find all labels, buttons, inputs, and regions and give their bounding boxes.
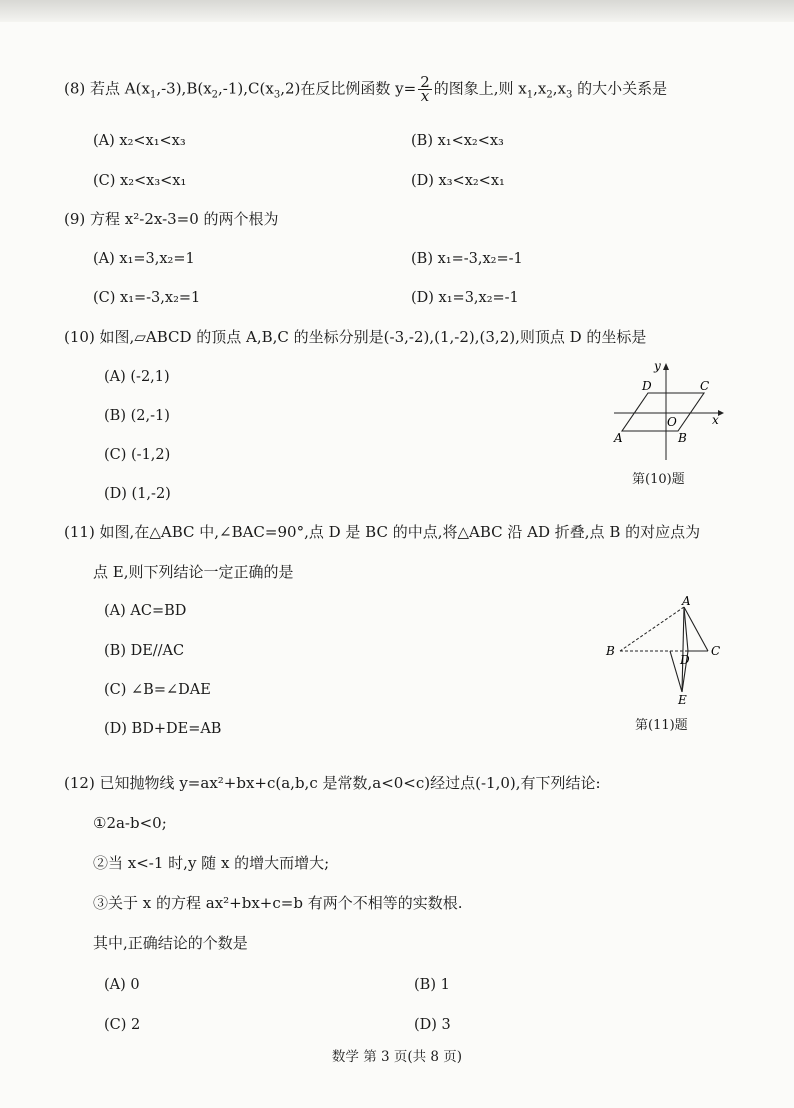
q12-conclusion-1: ①2a-b<0; (93, 814, 167, 832)
figure-11-triangle (600, 594, 730, 710)
question-12-stem: (12) 已知抛物线 y=ax²+bx+c(a,b,c 是常数,a<0<c)经过点(-1,0),有下列结论: (64, 774, 601, 792)
q8-option-a: (A) x₂<x₁<x₃ (93, 133, 186, 149)
question-9-stem: (9) 方程 x²-2x-3=0 的两个根为 (64, 210, 279, 228)
q11-option-b: (B) DE//AC (104, 643, 185, 659)
parallelogram-abcd (622, 393, 704, 431)
label-b: B (678, 431, 687, 445)
q9-option-d: (D) x₁=3,x₂=-1 (411, 290, 519, 306)
q11-option-a: (A) AC=BD (104, 603, 187, 619)
fraction-2-over-x: $\frac{2}{x}$ (420, 73, 430, 105)
q10-option-d: (D) (1,-2) (104, 486, 171, 502)
label-e: E (678, 693, 687, 707)
q9-option-c: (C) x₁=-3,x₂=1 (93, 290, 201, 306)
q10-option-c: (C) (-1,2) (104, 447, 171, 463)
label-o: O (667, 415, 677, 429)
q8-option-d: (D) x₃<x₂<x₁ (411, 173, 505, 189)
label-a: A (682, 594, 691, 608)
label-d: D (680, 653, 690, 667)
q12-ask: 其中,正确结论的个数是 (93, 934, 248, 952)
q10-option-b: (B) (2,-1) (104, 408, 170, 424)
label-x: x (712, 413, 719, 427)
figure-11-caption: 第(11)题 (635, 718, 688, 733)
page-footer: 数学 第 3 页(共 8 页) (331, 1049, 463, 1065)
y-axis-arrow (663, 363, 669, 370)
label-a: A (614, 431, 623, 445)
q12-option-d: (D) 3 (414, 1017, 451, 1033)
question-10-stem: (10) 如图,▱ABCD 的顶点 A,B,C 的坐标分别是(-3,-2),(1,-2),(3,2),则顶点 D 的坐标是 (64, 328, 647, 346)
figure-10-caption: 第(10)题 (632, 472, 685, 487)
q11-option-d: (D) BD+DE=AB (104, 721, 222, 737)
q12-option-a: (A) 0 (104, 977, 140, 993)
q8-option-c: (C) x₂<x₃<x₁ (93, 173, 187, 189)
question-11-stem-line1: (11) 如图,在△ABC 中,∠BAC=90°,点 D 是 BC 的中点,将△ABC 沿 AD 折叠,点 B 的对应点为 (64, 523, 701, 541)
label-b: B (606, 644, 615, 658)
label-d: D (642, 379, 652, 393)
x-axis-arrow (718, 410, 724, 416)
q12-option-b: (B) 1 (414, 977, 450, 993)
label-c: C (700, 379, 710, 393)
q12-conclusion-2: ②当 x<-1 时,y 随 x 的增大而增大; (93, 854, 330, 872)
question-8-stem: (8) 若点 $A(x_1,-3),B(x_2,-1),C(x_3,2)$在反比例函数 y= $\frac{2}{x}$ 的图象上,则 $x_1,x_2,x_3$ 的大小关系是 (64, 73, 668, 105)
q12-option-c: (C) 2 (104, 1017, 141, 1033)
q9-option-a: (A) x₁=3,x₂=1 (93, 251, 195, 267)
segment-ab (620, 607, 684, 651)
label-c: C (711, 644, 721, 658)
q9-option-b: (B) x₁=-3,x₂=-1 (411, 251, 523, 267)
question-11-stem-line2: 点 E,则下列结论一定正确的是 (93, 563, 294, 581)
q12-conclusion-3: ③关于 x 的方程 ax²+bx+c=b 有两个不相等的实数根. (93, 894, 463, 912)
q11-option-c: (C) ∠B=∠DAE (104, 682, 211, 698)
figure-10-parallelogram (608, 356, 728, 464)
label-y: y (654, 359, 661, 373)
q10-option-a: (A) (-2,1) (104, 369, 170, 385)
q8-option-b: (B) x₁<x₂<x₃ (411, 133, 504, 149)
